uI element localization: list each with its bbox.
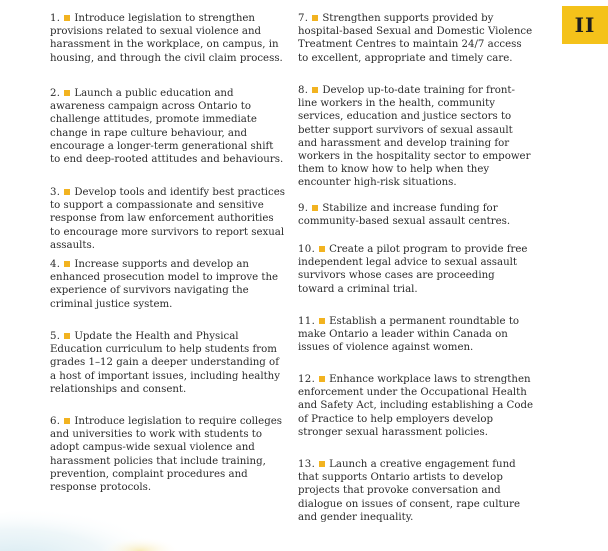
- bullet-icon: [319, 461, 325, 467]
- list-item: [50, 258, 286, 311]
- list-item: [298, 12, 534, 65]
- bullet-icon: [64, 189, 70, 195]
- item-text: Launch a public education and awareness campaign across Ontario to challenge attitudes, promote immediate change in rape culture behaviour, and encourage a longer-term generational shift to end deep-rooted attitudes and behaviours.: [50, 88, 284, 166]
- bullet-icon: [64, 261, 70, 267]
- item-text: Stabilize and increase funding for community-based sexual assault centres.: [298, 203, 511, 228]
- item-text: Create a pilot program to provide free independent legal advice to sexual assault survivors whose cases are proceeding toward a criminal trial.: [298, 244, 528, 295]
- bullet-icon: [312, 87, 318, 93]
- watercolor-decoration: [0, 487, 190, 551]
- list-item: [298, 84, 534, 190]
- bullet-icon: [312, 15, 318, 21]
- list-item: [298, 202, 534, 228]
- item-number: 10.: [298, 244, 316, 255]
- section-tab: II: [562, 6, 608, 44]
- item-number: 12.: [298, 374, 316, 385]
- list-item: [298, 373, 534, 439]
- bullet-icon: [64, 15, 70, 21]
- item-number: 9.: [298, 203, 309, 214]
- item-number: 4.: [50, 259, 61, 270]
- item-text: Enhance workplace laws to strengthen enforcement under the Occupational Health and Safety Act, including establishing a Code of Practice to help employers develop stronger sexual harassment policies.: [298, 374, 534, 438]
- item-number: 1.: [50, 13, 61, 24]
- bullet-icon: [64, 333, 70, 339]
- item-text: Develop tools and identify best practices to support a compassionate and sensitive response from law enforcement authorities to encourage more survivors to report sexual assaults.: [50, 187, 286, 251]
- list-item: [298, 243, 534, 296]
- item-text: Introduce legislation to require colleges and universities to work with students to adopt campus-wide sexual violence and harassment policies that include training, prevention, complaint procedures and response protocols.: [50, 416, 282, 494]
- list-item: [50, 87, 286, 166]
- bullet-icon: [64, 90, 70, 96]
- bullet-icon: [64, 418, 70, 424]
- bullet-icon: [319, 318, 325, 324]
- list-item: [298, 315, 534, 355]
- item-number: 8.: [298, 85, 309, 96]
- item-number: 13.: [298, 459, 316, 470]
- item-text: Introduce legislation to strengthen provisions related to sexual violence and harassment in the workplace, on campus, in housing, and through the civil claim process.: [50, 13, 283, 64]
- item-text: Launch a creative engagement fund that supports Ontario artists to develop projects that provoke conversation and dialogue on issues of consent, rape culture and gender inequality.: [298, 459, 521, 523]
- item-number: 6.: [50, 416, 61, 427]
- item-text: Increase supports and develop an enhanced prosecution model to improve the experience of survivors navigating the criminal justice system.: [50, 259, 279, 310]
- list-item: [50, 330, 286, 396]
- list-item: [298, 458, 534, 524]
- item-number: 7.: [298, 13, 309, 24]
- list-item: [50, 12, 286, 65]
- bullet-icon: [319, 246, 325, 252]
- item-number: 11.: [298, 316, 316, 327]
- item-number: 5.: [50, 331, 61, 342]
- item-number: 3.: [50, 187, 61, 198]
- item-text: Establish a permanent roundtable to make Ontario a leader within Canada on issues of violence against women.: [298, 316, 520, 354]
- bullet-icon: [312, 205, 318, 211]
- item-text: Develop up-to-date training for front-line workers in the health, community services, education and justice sectors to better support survivors of sexual assault and harassment and develop training for workers in the hospitality sector to empower them to know how to help when they encounter high-risk situations.: [298, 85, 531, 189]
- list-item: [50, 415, 286, 494]
- list-item: [50, 186, 286, 252]
- item-number: 2.: [50, 88, 61, 99]
- bullet-icon: [319, 376, 325, 382]
- item-text: Update the Health and Physical Education curriculum to help students from grades 1–12 gain a deeper understanding of a host of important issues, including healthy relationships and consent.: [50, 331, 280, 395]
- item-text: Strengthen supports provided by hospital-based Sexual and Domestic Violence Treatment Centres to maintain 24/7 access to excellent, appropriate and timely care.: [298, 13, 533, 64]
